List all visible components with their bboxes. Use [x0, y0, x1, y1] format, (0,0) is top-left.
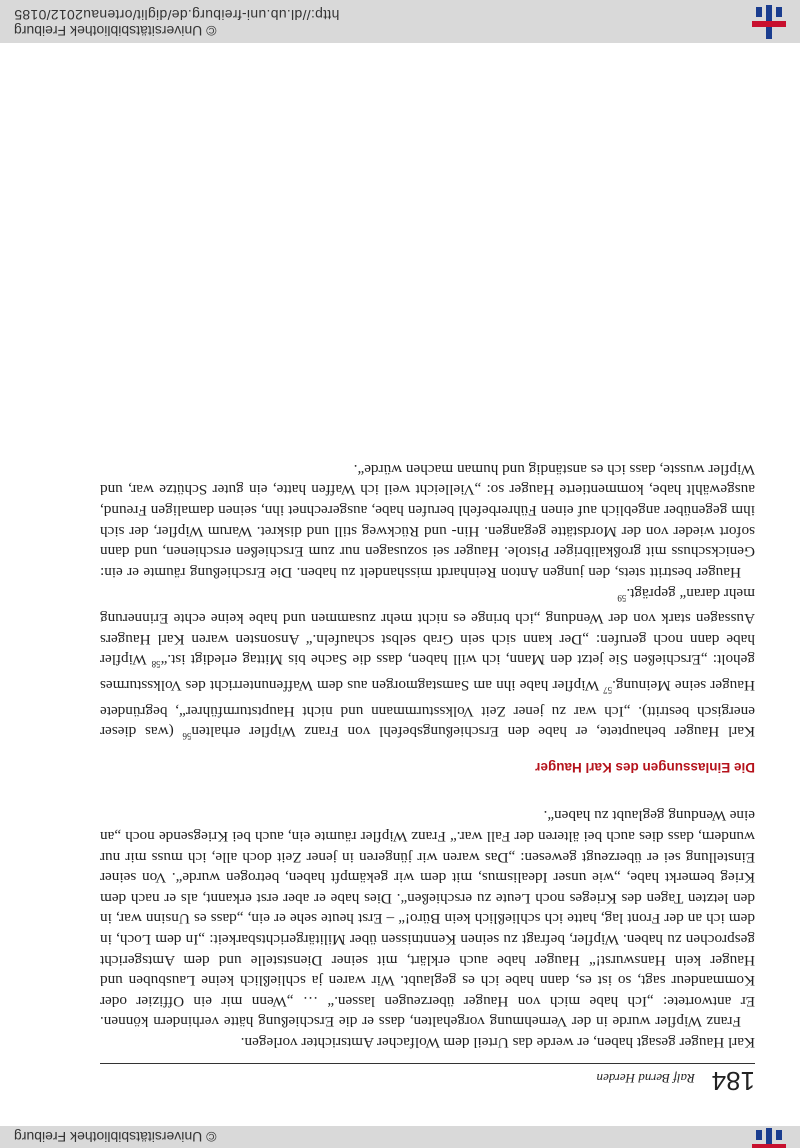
repository-banner-top [0, 1126, 800, 1148]
paragraph-1: Karl Hauger gesagt haben, er werde das Urteil dem Wolfacher Amtsrichter vorlegen. [240, 1034, 755, 1051]
paragraph-2: Franz Wipfler wurde in der Vernehmung vorgehalten, dass er die Erschießung hätte verhindern können. Er antwortete: „Ich habe mich von Hauger überzeugen lassen.“ … „Wenn mir ein Offizier oder Kommandeur sagt, so ist es, dann habe ich es geglaubt. Wir waren ja schließlich keine Lausbuben und Hauger kein Hanswurst!“ Hauger habe auch erklärt, mit seiner Dienststelle und dem Amtsgericht gesprochen zu haben. Wipfler, befragt zu seinen Kenntnissen über Militärgerichtsbarkeit: „In dem Loch, in dem ich an der Front lag, hatte ich schließlich kein Büro!“ – Erst heute sehe er ein, „dass es Unsinn war, in den letzten Tagen des Krieges noch Leute zu erschießen“. Dies habe er aber erst erkannt, als er nach dem Krieg bemerkt habe, „wie unser Idealismus, mit dem wir gekämpft haben, betrogen wurde“. Von seiner Einstellung sei er überzeugt gewesen: „Das waren wir jüngeren in jener Zeit doch alle, ich muss mir nur wundern, dass dies auch bei älteren der Fall war.“ Franz Wipfler räumte ein, auch bei Kriegsende noch „an eine Wendung geglaubt zu haben“. [100, 807, 755, 1031]
footnote-ref-56: 56 [182, 731, 192, 742]
copyright-credit: © Universitätsbibliothek Freiburg [14, 23, 217, 39]
university-logo [752, 5, 786, 39]
page-number: 184 [711, 1066, 755, 1096]
running-head: Ralf Bernd Herden [596, 1071, 695, 1086]
section-heading: Die Einlassungen des Karl Hauger [535, 759, 755, 775]
footnote-ref-57: 57 [603, 685, 613, 696]
paragraph-4: Hauger bestritt stets, den jungen Anton Reinhardt misshandelt zu haben. Die Erschießung räumte er ein: Genickschuss mit großkalibriger Pistole. Hauger sei sozusagen nur zum Erschießen erschienen, und dann sofort wieder von der Mordstätte gegangen. Hin- und Rückweg still und diskret. Warum Wipfler, der sich ihm gegenüber angeblich auf einen Führerbefehl berufen habe, ausgerechnet ihn, seinen damaligen Freund, ausgewählt habe, kommentierte Hauger so: „Vielleicht weil ich Waffen hatte, ein guter Schütze war, und Wipfler wusste, dass ich es anständig und human machen würde“. [100, 460, 755, 581]
page-body [100, 458, 755, 1052]
paragraph-3: Karl Hauger behauptete, er habe den Erschießungsbefehl von Franz Wipfler erhalten$^{56}$ (was dieser energisch bestritt). „Ich war zu jener Zeit Volkssturmmann und nicht Hauptsturmführer“, begründete Hauger seine Meinung.$^{57}$ Wipfler habe ihn am Samstagmorgen aus dem Waffenunterricht des Volkssturmes geholt: „Erschießen Sie jetzt den Mann, ich will haben, dass die Sache bis Mittag erledigt ist.“$^{58}$ Wipfler habe dann noch gerufen: „Der kann sich sein Grab selbst schaufeln.“ Ansonsten waren Karl Haugers Aussagen stark von der Wendung „ich bringe es nicht mehr zusammen und habe keine echte Erinnerung mehr daran“ geprägt.$^{59}$ [99, 584, 755, 742]
footnote-ref-59: 59 [617, 592, 627, 603]
university-logo [752, 1128, 786, 1148]
document-url[interactable]: http://dl.ub.uni-freiburg.de/diglit/ortenau2012/0185 [14, 7, 340, 23]
footnote-ref-58: 58 [151, 659, 161, 670]
repository-banner-bottom [0, 0, 800, 43]
page-header [100, 1063, 755, 1096]
copyright-credit-top: © Universitätsbibliothek Freiburg [14, 1129, 217, 1145]
